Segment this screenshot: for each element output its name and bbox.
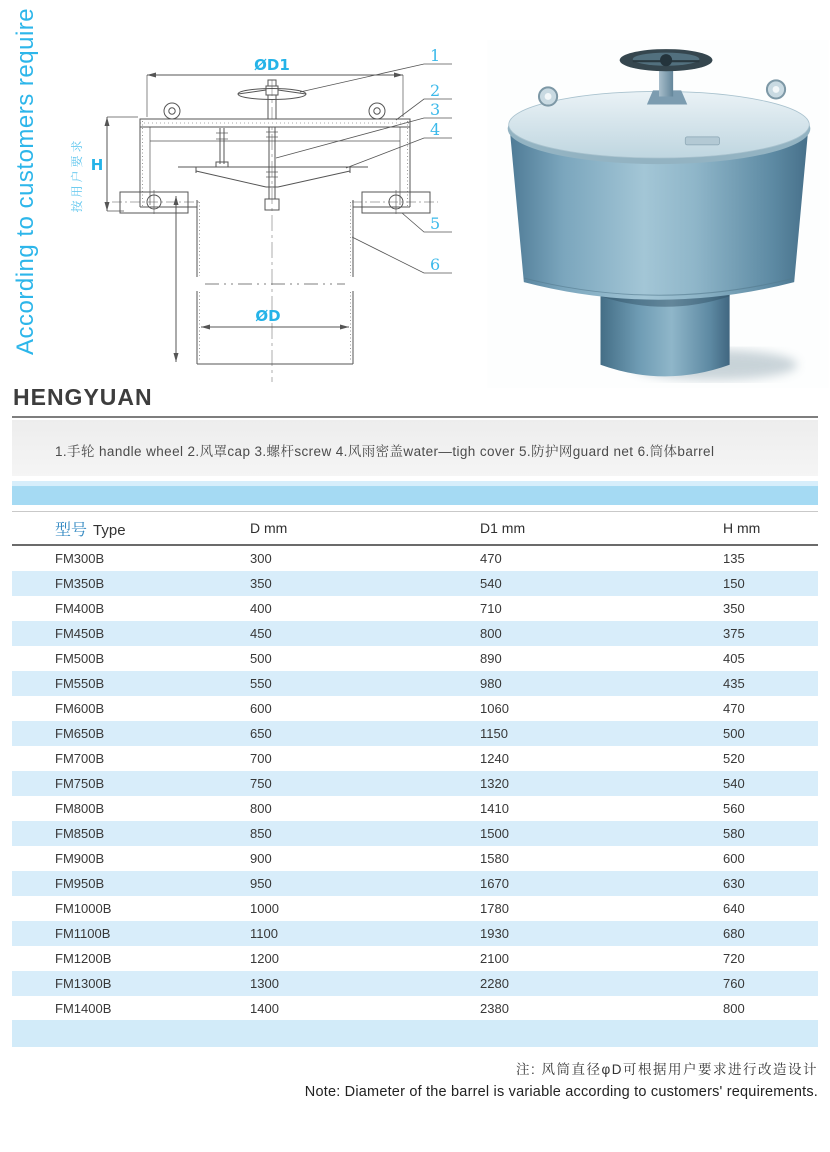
cell-h: 350 xyxy=(723,601,745,616)
header-type-en: Type xyxy=(93,521,126,539)
cell-d1: 2380 xyxy=(480,1001,509,1016)
callout-2: 2 xyxy=(430,81,441,100)
table-row xyxy=(12,746,818,771)
cell-h: 150 xyxy=(723,576,745,591)
cell-d: 400 xyxy=(250,601,272,616)
parts-legend-band xyxy=(12,420,818,476)
table-row xyxy=(12,721,818,746)
table-row xyxy=(12,771,818,796)
cell-d1: 540 xyxy=(480,576,502,591)
note-english: Note: Diameter of the barrel is variable according to customers' requirements. xyxy=(304,1084,818,1100)
spec-table xyxy=(12,511,818,1021)
vertical-note-cn: 按用户要求 xyxy=(70,137,84,213)
header-d: D mm xyxy=(250,520,288,536)
header-d1: D1 mm xyxy=(480,520,526,536)
cell-h: 600 xyxy=(723,851,745,866)
table-row xyxy=(12,646,818,671)
table-row xyxy=(12,796,818,821)
cell-d1: 1320 xyxy=(480,776,509,791)
cell-type: FM600B xyxy=(55,701,105,716)
table-row xyxy=(12,671,818,696)
cell-h: 540 xyxy=(723,776,745,791)
table-row xyxy=(12,846,818,871)
callout-4: 4 xyxy=(430,120,441,139)
cell-type: FM750B xyxy=(55,776,105,791)
technical-drawing xyxy=(88,36,460,388)
cell-h: 720 xyxy=(723,951,745,966)
table-row xyxy=(12,621,818,646)
cell-h: 680 xyxy=(723,926,745,941)
cell-d1: 1500 xyxy=(480,826,509,841)
vertical-slogan: According to customers require xyxy=(12,7,39,355)
cell-h: 640 xyxy=(723,901,745,916)
cell-d1: 890 xyxy=(480,651,502,666)
brand-title: HENGYUAN xyxy=(13,384,153,410)
cell-h: 135 xyxy=(723,551,745,566)
note-chinese: 注: 风筒直径φD可根据用户要求进行改造设计 xyxy=(515,1062,818,1077)
cell-d: 700 xyxy=(250,751,272,766)
cell-type: FM300B xyxy=(55,551,105,566)
dim-h-label: H xyxy=(90,156,104,174)
cell-d1: 1150 xyxy=(480,726,508,741)
dim-d-label: ØD xyxy=(255,307,281,325)
cell-d1: 1670 xyxy=(480,876,509,891)
cell-type: FM500B xyxy=(55,651,105,666)
cell-d: 450 xyxy=(250,626,272,641)
cell-h: 580 xyxy=(723,826,745,841)
lug-right-photo xyxy=(767,80,785,98)
product-photo xyxy=(486,40,830,388)
callout-3: 3 xyxy=(430,100,441,119)
cell-type: FM350B xyxy=(55,576,105,591)
cell-d1: 1780 xyxy=(480,901,509,916)
table-row xyxy=(12,596,818,621)
cell-d1: 710 xyxy=(480,601,502,616)
cell-d1: 1580 xyxy=(480,851,509,866)
parts-legend-text: 1.手轮 handle wheel 2.风罩cap 3.螺杆screw 4.风雨密盖water—tigh cover 5.防护网guard net 6.筒体barrel xyxy=(55,444,715,459)
callout-6: 6 xyxy=(430,255,441,274)
cell-d1: 1410 xyxy=(480,801,509,816)
lug-left xyxy=(164,103,180,119)
dim-side xyxy=(174,196,179,362)
cell-d1: 800 xyxy=(480,626,502,641)
header-type xyxy=(12,517,207,540)
cell-type: FM950B xyxy=(55,876,105,891)
table-row xyxy=(12,921,818,946)
table-header-row xyxy=(12,511,818,546)
dim-d1-label: ØD1 xyxy=(254,56,290,74)
cell-type: FM400B xyxy=(55,601,105,616)
lug-left-photo xyxy=(539,87,557,105)
table-row xyxy=(12,571,818,596)
cell-type: FM650B xyxy=(55,726,105,741)
cell-d: 800 xyxy=(250,801,272,816)
cell-type: FM850B xyxy=(55,826,105,841)
cell-d1: 1060 xyxy=(480,701,509,716)
table-row xyxy=(12,546,818,571)
cell-h: 470 xyxy=(723,701,745,716)
cell-d: 950 xyxy=(250,876,272,891)
cell-d: 1300 xyxy=(250,976,279,991)
lid-plate xyxy=(140,119,410,127)
barrel-drawing xyxy=(197,200,353,364)
table-end-band xyxy=(12,1020,818,1047)
table-row xyxy=(12,871,818,896)
lug-right xyxy=(369,103,385,119)
cell-d: 300 xyxy=(250,551,272,566)
table-row xyxy=(12,946,818,971)
cell-type: FM1000B xyxy=(55,901,112,916)
cell-h: 375 xyxy=(723,626,745,641)
cell-d: 600 xyxy=(250,701,272,716)
callout-1: 1 xyxy=(430,46,441,65)
cell-type: FM800B xyxy=(55,801,105,816)
cell-d: 750 xyxy=(250,776,272,791)
cell-h: 500 xyxy=(723,726,745,741)
cell-d: 900 xyxy=(250,851,272,866)
table-row xyxy=(12,821,818,846)
bracket-left xyxy=(112,190,200,214)
cell-h: 630 xyxy=(723,876,745,891)
cell-type: FM900B xyxy=(55,851,105,866)
dim-h xyxy=(105,117,139,211)
cell-h: 405 xyxy=(723,651,745,666)
cell-d: 550 xyxy=(250,676,272,691)
table-top-band xyxy=(12,481,818,505)
header-type-cn: 型号 xyxy=(55,521,88,539)
cell-h: 520 xyxy=(723,751,745,766)
cell-h: 800 xyxy=(723,1001,745,1016)
cell-type: FM1400B xyxy=(55,1001,112,1016)
table-row xyxy=(12,896,818,921)
cell-d: 1200 xyxy=(250,951,279,966)
cell-type: FM700B xyxy=(55,751,105,766)
cell-d1: 1240 xyxy=(480,751,509,766)
callout-leaders xyxy=(276,64,452,273)
callout-5: 5 xyxy=(430,214,441,233)
rod-drawing xyxy=(216,128,228,167)
table-row xyxy=(12,696,818,721)
cell-h: 435 xyxy=(723,676,745,691)
table-body xyxy=(12,546,818,1021)
cell-d: 350 xyxy=(250,576,272,591)
cell-d: 1100 xyxy=(250,926,278,941)
cell-d: 500 xyxy=(250,651,272,666)
cell-d1: 980 xyxy=(480,676,502,691)
bracket-right xyxy=(352,190,438,214)
cell-d: 1000 xyxy=(250,901,279,916)
footnotes xyxy=(305,1058,818,1100)
cell-h: 560 xyxy=(723,801,745,816)
cell-type: FM450B xyxy=(55,626,105,641)
cell-d1: 2100 xyxy=(480,951,509,966)
cell-type: FM550B xyxy=(55,676,105,691)
cell-type: FM1100B xyxy=(55,926,111,941)
cell-d: 1400 xyxy=(250,1001,279,1016)
cell-h: 760 xyxy=(723,976,745,991)
dim-d xyxy=(201,325,349,330)
cell-type: FM1200B xyxy=(55,951,112,966)
cell-d1: 2280 xyxy=(480,976,509,991)
cell-d1: 1930 xyxy=(480,926,509,941)
cell-d1: 470 xyxy=(480,551,502,566)
heading-rule xyxy=(12,416,818,418)
header-h: H mm xyxy=(723,520,761,536)
table-row xyxy=(12,971,818,996)
cell-d: 850 xyxy=(250,826,272,841)
table-row xyxy=(12,996,818,1021)
cell-type: FM1300B xyxy=(55,976,112,991)
cell-d: 650 xyxy=(250,726,272,741)
